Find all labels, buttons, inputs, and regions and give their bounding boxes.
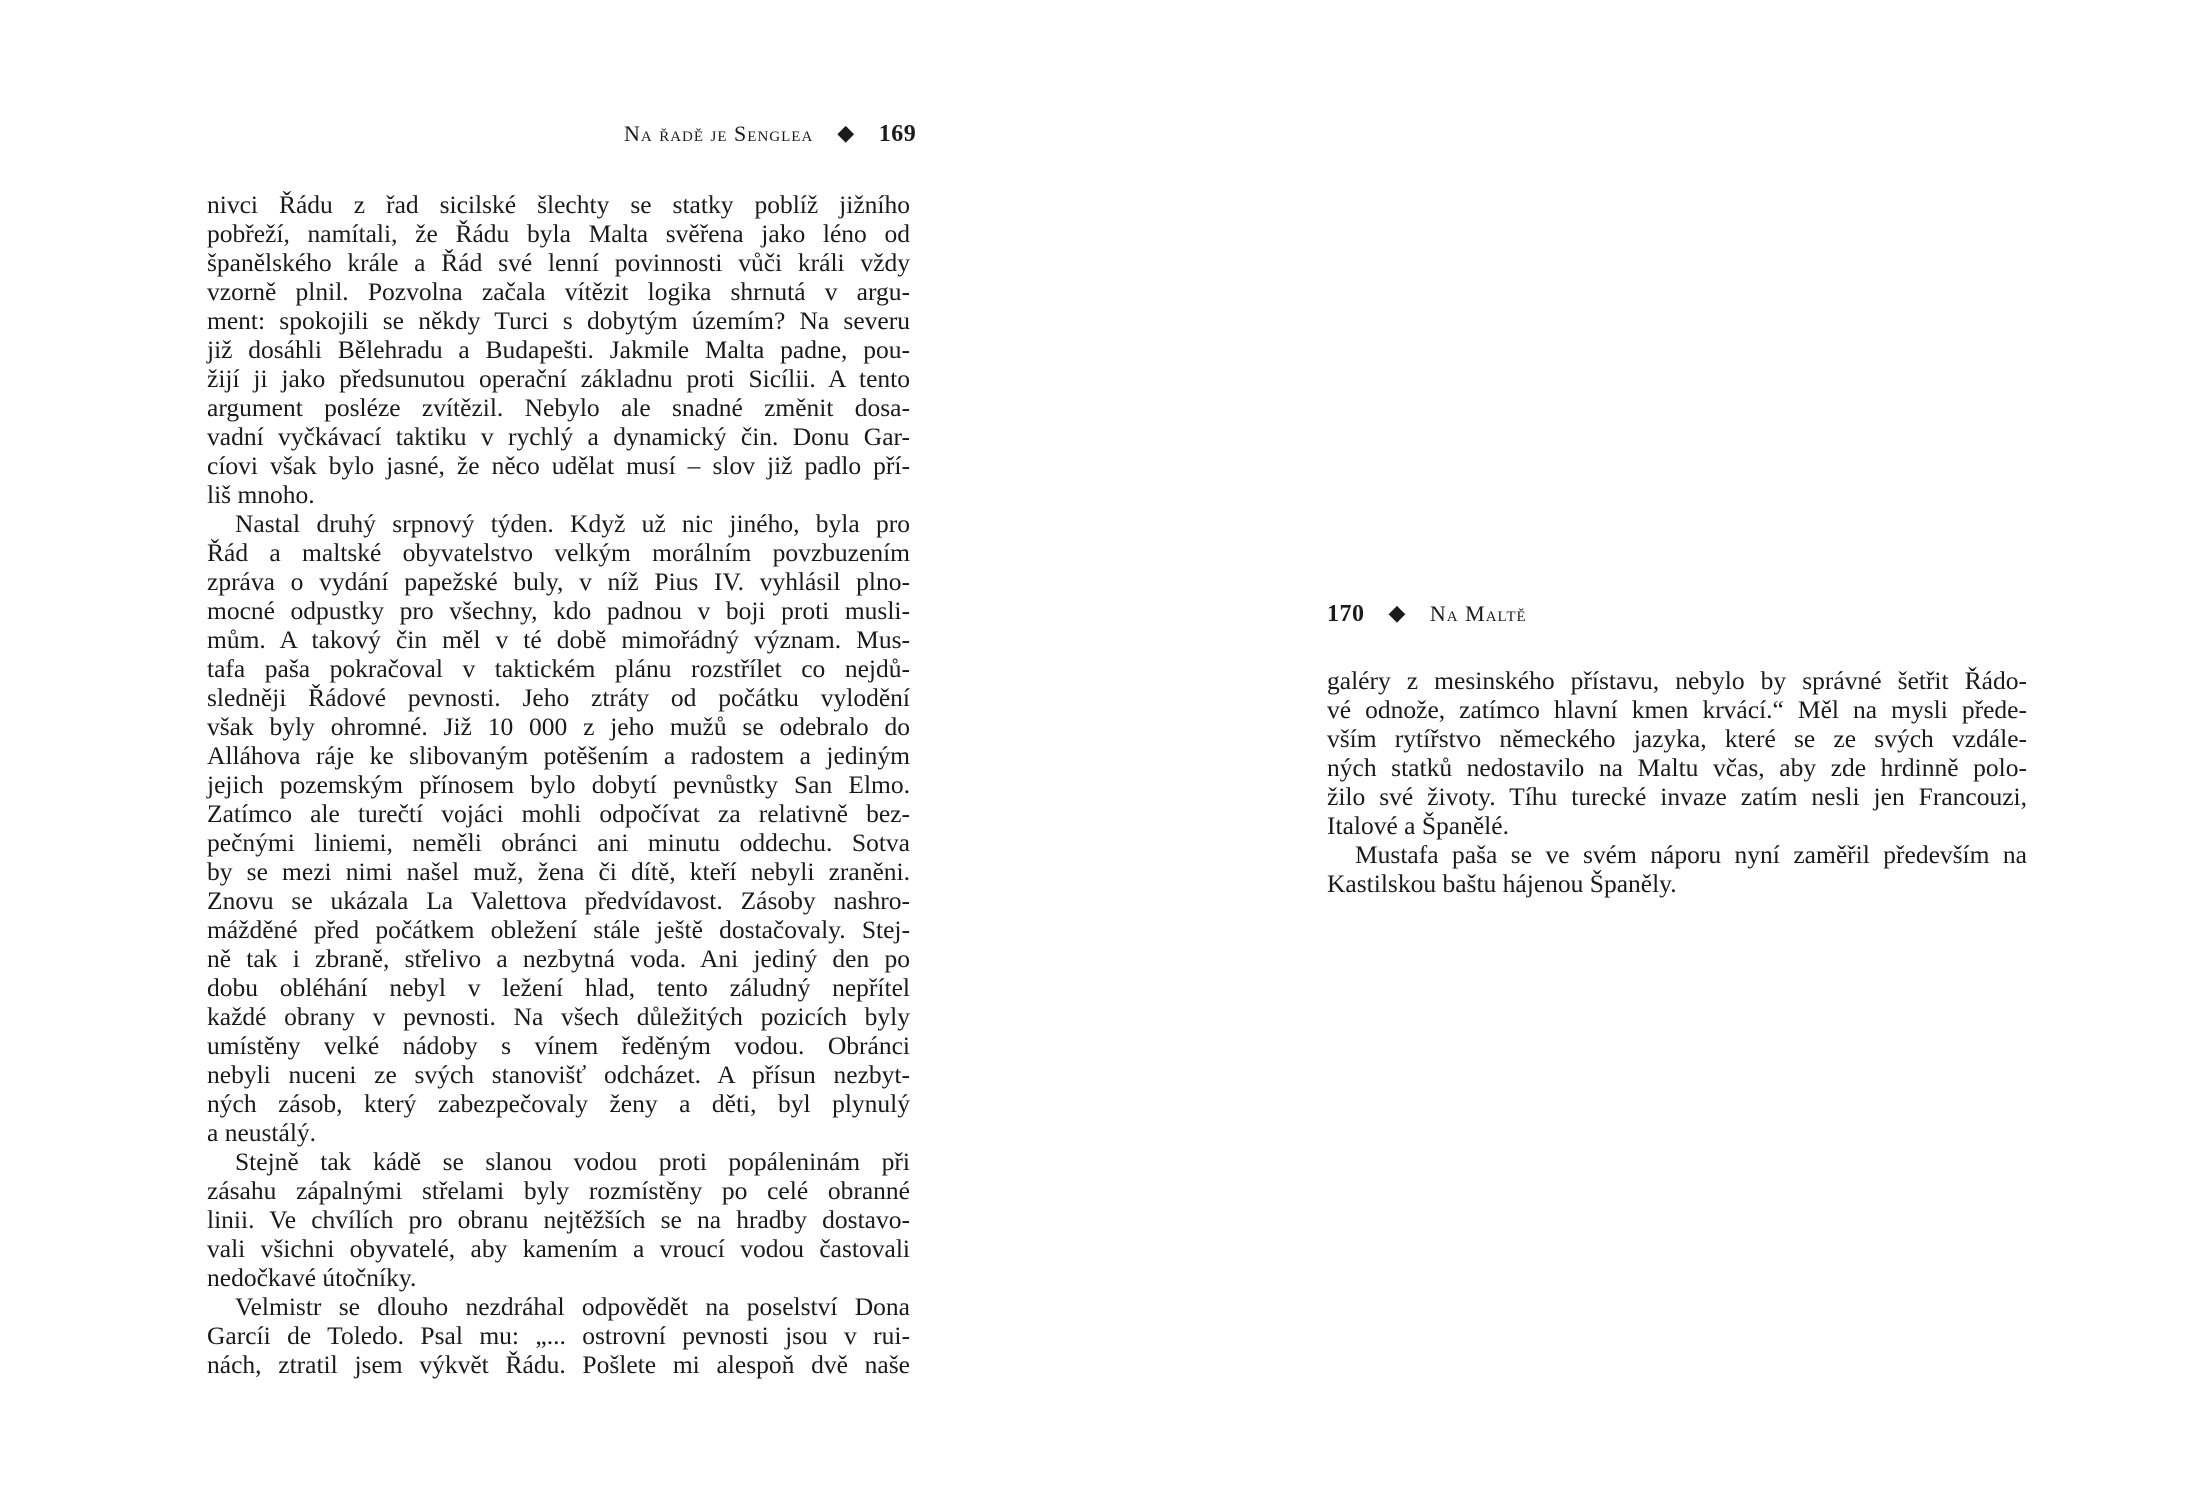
text-line: galéry z mesinského přístavu, nebylo by správné šetřit Řádo- xyxy=(1327,666,2027,695)
text-line: mům. A takový čin měl v té době mimořádný význam. Mus- xyxy=(207,625,910,654)
text-line: zásahu zápalnými střelami byly rozmístěny po celé obranné xyxy=(207,1176,910,1205)
body-text-left xyxy=(207,190,910,1379)
text-line: a neustálý. xyxy=(207,1118,317,1147)
text-line: nivci Řádu z řad sicilské šlechty se statky poblíž jižního xyxy=(207,190,910,219)
text-line: Nastal druhý srpnový týden. Když už nic jiného, byla pro xyxy=(235,509,910,538)
page-number: 169 xyxy=(878,121,917,147)
text-line: ment: spokojili se někdy Turci s dobytým územím? Na severu xyxy=(207,306,910,335)
text-line: každé obrany v pevnosti. Na všech důležitých pozicích byly xyxy=(207,1002,910,1031)
text-line: liš mnoho. xyxy=(207,480,315,509)
text-line: sledněji Řádové pevnosti. Jeho ztráty od počátku vylodění xyxy=(207,683,910,712)
text-line: již dosáhli Bělehradu a Budapešti. Jakmile Malta padne, pou- xyxy=(207,335,910,364)
page-number: 170 xyxy=(1327,601,1365,627)
body-text-right xyxy=(1327,666,2027,898)
running-head-title: Na řadě je Senglea xyxy=(624,121,814,146)
running-head-left xyxy=(624,120,916,148)
text-line: cíovi však bylo jasné, že něco udělat musí – slov již padlo pří- xyxy=(207,451,910,480)
text-line: Kastilskou baštu hájenou Španěly. xyxy=(1327,869,1677,898)
text-line: Velmistr se dlouho nezdráhal odpovědět na poselství Dona xyxy=(235,1292,910,1321)
text-line: Řád a maltské obyvatelstvo velkým morálním povzbuzením xyxy=(207,538,910,567)
text-line: pečnými liniemi, neměli obránci ani minutu oddechu. Sotva xyxy=(207,828,910,857)
text-line: tafa paša pokračoval v taktickém plánu rozstřílet co nejdů- xyxy=(207,654,910,683)
running-head-right xyxy=(1327,600,1527,628)
text-line: žilo své životy. Tíhu turecké invaze zatím nesli jen Francouzi, xyxy=(1327,782,2027,811)
text-line: Znovu se ukázala La Valettova předvídavost. Zásoby nashro- xyxy=(207,886,910,915)
text-line: španělského krále a Řád své lenní povinnosti vůči králi vždy xyxy=(207,248,910,277)
text-line: Stejně tak kádě se slanou vodou proti popáleninám při xyxy=(235,1147,910,1176)
text-line: Zatímco ale turečtí vojáci mohli odpočívat za relativně bez- xyxy=(207,799,910,828)
text-line: žijí ji jako předsunutou operační základnu proti Sicílii. A tento xyxy=(207,364,910,393)
text-line: mocné odpustky pro všechny, kdo padnou v boji proti musli- xyxy=(207,596,910,625)
text-line: ných statků nedostavilo na Maltu včas, aby zde hrdinně polo- xyxy=(1327,753,2027,782)
text-line: by se mezi nimi našel muž, žena či dítě, kteří nebyli zraněni. xyxy=(207,857,910,886)
right-page xyxy=(1105,0,2210,1500)
running-head-title: Na Maltě xyxy=(1429,601,1527,626)
text-line: ně tak i zbraně, střelivo a nezbytná voda. Ani jediný den po xyxy=(207,944,910,973)
text-line: pobřeží, namítali, že Řádu byla Malta svěřena jako léno od xyxy=(207,219,910,248)
text-line: mážděné před počátkem obležení stále ještě dostačovaly. Stej- xyxy=(207,915,910,944)
text-line: vali všichni obyvatelé, aby kamením a vroucí vodou častovali xyxy=(207,1234,910,1263)
text-line: vé odnože, zatímco hlavní kmen krvácí.“ Měl na mysli přede- xyxy=(1327,695,2027,724)
diamond-ornament-icon: ◆ xyxy=(1388,600,1406,625)
text-line: nedočkavé útočníky. xyxy=(207,1263,417,1292)
text-line: vším rytířstvo německého jazyka, které se ze svých vzdále- xyxy=(1327,724,2027,753)
text-line: zpráva o vydání papežské buly, v níž Pius IV. vyhlásil plno- xyxy=(207,567,910,596)
text-line: argument posléze zvítězil. Nebylo ale snadné změnit dosa- xyxy=(207,393,910,422)
text-line: nách, ztratil jsem výkvět Řádu. Pošlete mi alespoň dvě naše xyxy=(207,1350,910,1379)
text-line: vzorně plnil. Pozvolna začala vítězit logika shrnutá v argu- xyxy=(207,277,910,306)
text-line: Alláhova ráje ke slibovaným potěšením a radostem a jediným xyxy=(207,741,910,770)
text-line: nebyli nuceni ze svých stanovišť odcházet. A přísun nezbyt- xyxy=(207,1060,910,1089)
text-line: vadní vyčkávací taktiku v rychlý a dynamický čin. Donu Gar- xyxy=(207,422,910,451)
text-line: linii. Ve chvílích pro obranu nejtěžších se na hradby dostavo- xyxy=(207,1205,910,1234)
text-line: umístěny velké nádoby s vínem ředěným vodou. Obránci xyxy=(207,1031,910,1060)
text-line: jejich pozemským přínosem bylo dobytí pevnůstky San Elmo. xyxy=(207,770,910,799)
text-line: dobu obléhání nebyl v ležení hlad, tento záludný nepřítel xyxy=(207,973,910,1002)
text-line: Garcíi de Toledo. Psal mu: „... ostrovní pevnosti jsou v rui- xyxy=(207,1321,910,1350)
text-line: Italové a Španělé. xyxy=(1327,811,1509,840)
text-line: Mustafa paša se ve svém náporu nyní zaměřil především na xyxy=(1355,840,2027,869)
text-line: však byly ohromné. Již 10 000 z jeho mužů se odebralo do xyxy=(207,712,910,741)
diamond-ornament-icon: ◆ xyxy=(837,120,855,145)
text-line: ných zásob, který zabezpečovaly ženy a děti, byl plynulý xyxy=(207,1089,910,1118)
